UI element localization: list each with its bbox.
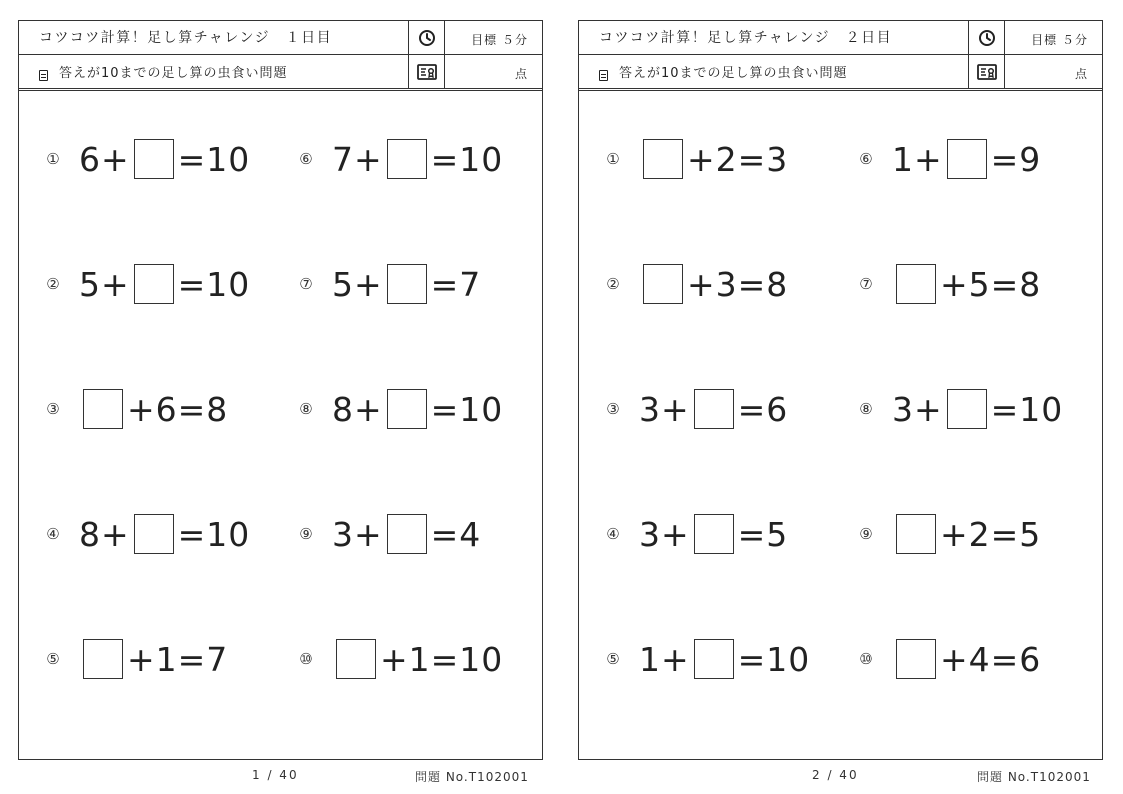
problem-number: ⑨	[299, 525, 313, 543]
problem-item	[294, 636, 503, 682]
problem-item	[41, 511, 250, 557]
equation	[892, 139, 1041, 179]
subtitle-text: 答えが10までの足し算の虫食い問題	[59, 66, 288, 81]
equation-text: +5=8	[940, 264, 1042, 304]
problem-item	[601, 261, 788, 307]
equation	[892, 264, 1041, 304]
header-row-subtitle	[19, 55, 542, 91]
equation-text: +1=10	[380, 639, 504, 679]
problem-number: ⑥	[859, 150, 873, 168]
problem-code: 問題 No.T102001	[977, 770, 1091, 784]
header-row-title	[19, 21, 542, 55]
subtitle-text: 答えが10までの足し算の虫食い問題	[619, 66, 848, 81]
equation	[79, 514, 250, 554]
problem-item	[41, 136, 250, 182]
answer-box[interactable]	[83, 639, 123, 679]
problem-item	[294, 261, 481, 307]
problem-item	[601, 136, 788, 182]
worksheet-day-1	[18, 20, 543, 760]
equation-text: 3+	[639, 514, 690, 554]
equation-text: =10	[990, 389, 1064, 429]
worksheet-title: コツコツ計算！足し算チャレンジ １日目	[19, 21, 409, 54]
equation	[332, 639, 503, 679]
equation-text: 3+	[892, 389, 943, 429]
clock-icon	[409, 21, 445, 54]
equation	[79, 639, 228, 679]
equation	[639, 264, 788, 304]
problem-number: ④	[606, 525, 620, 543]
equation-text: 8+	[332, 389, 383, 429]
answer-box[interactable]	[947, 139, 987, 179]
answer-box[interactable]	[694, 389, 734, 429]
equation	[79, 389, 228, 429]
problem-code: 問題 No.T102001	[415, 770, 529, 784]
document-icon	[599, 70, 608, 81]
equation	[79, 264, 250, 304]
answer-box[interactable]	[387, 139, 427, 179]
answer-box[interactable]	[387, 514, 427, 554]
equation-text: =10	[430, 389, 504, 429]
equation	[332, 139, 503, 179]
equation-text: =10	[177, 514, 251, 554]
problem-number: ⑤	[606, 650, 620, 668]
problem-item	[601, 386, 788, 432]
answer-box[interactable]	[694, 639, 734, 679]
equation-text: +2=3	[687, 139, 789, 179]
equation-text: =7	[430, 264, 482, 304]
equation-text: 8+	[79, 514, 130, 554]
equation-text: =10	[430, 139, 504, 179]
problem-number: ⑧	[299, 400, 313, 418]
equation-text: +6=8	[127, 389, 229, 429]
document-icon	[39, 70, 48, 81]
equation-text: +1=7	[127, 639, 229, 679]
equation	[332, 264, 481, 304]
clock-icon	[969, 21, 1005, 54]
problem-item	[854, 636, 1041, 682]
problem-item	[601, 636, 810, 682]
equation	[332, 389, 503, 429]
worksheet-day-2	[578, 20, 1103, 760]
problem-number: ①	[606, 150, 620, 168]
problem-item	[854, 386, 1063, 432]
problem-number: ①	[46, 150, 60, 168]
answer-box[interactable]	[896, 514, 936, 554]
score-field[interactable]: 点	[1074, 67, 1088, 81]
page-number: 2 / 40	[812, 768, 859, 782]
answer-box[interactable]	[896, 264, 936, 304]
equation-text: =10	[177, 139, 251, 179]
header-row-title	[579, 21, 1102, 55]
equation-text: +4=6	[940, 639, 1042, 679]
header-row-subtitle	[579, 55, 1102, 91]
equation-text: 6+	[79, 139, 130, 179]
equation-text: =5	[737, 514, 789, 554]
problem-number: ③	[606, 400, 620, 418]
equation-text: =4	[430, 514, 482, 554]
equation	[639, 389, 788, 429]
score-card-icon	[409, 55, 445, 88]
problem-item	[854, 261, 1041, 307]
problem-item	[854, 511, 1041, 557]
problem-item	[41, 261, 250, 307]
equation-text: +3=8	[687, 264, 789, 304]
answer-box[interactable]	[336, 639, 376, 679]
problem-number: ④	[46, 525, 60, 543]
equation-text: 7+	[332, 139, 383, 179]
equation	[639, 514, 788, 554]
problem-number: ⑧	[859, 400, 873, 418]
answer-box[interactable]	[387, 264, 427, 304]
problem-item	[854, 136, 1041, 182]
equation-text: 1+	[892, 139, 943, 179]
problem-number: ⑩	[299, 650, 313, 668]
equation	[332, 514, 481, 554]
page-number: 1 / 40	[252, 768, 299, 782]
problem-number: ⑦	[299, 275, 313, 293]
equation-text: 1+	[639, 639, 690, 679]
equation	[892, 389, 1063, 429]
problem-number: ⑦	[859, 275, 873, 293]
equation-text: +2=5	[940, 514, 1042, 554]
answer-box[interactable]	[896, 639, 936, 679]
problem-number: ⑥	[299, 150, 313, 168]
answer-box[interactable]	[83, 389, 123, 429]
answer-box[interactable]	[134, 264, 174, 304]
equation	[892, 514, 1041, 554]
equation-text: 5+	[332, 264, 383, 304]
answer-box[interactable]	[643, 264, 683, 304]
equation	[892, 639, 1041, 679]
problem-number: ⑤	[46, 650, 60, 668]
answer-box[interactable]	[694, 514, 734, 554]
equation-text: =10	[177, 264, 251, 304]
worksheet-title: コツコツ計算！足し算チャレンジ ２日目	[579, 21, 969, 54]
worksheet-subtitle	[579, 55, 969, 88]
equation-text: 5+	[79, 264, 130, 304]
answer-box[interactable]	[134, 139, 174, 179]
problem-number: ②	[606, 275, 620, 293]
score-card-icon	[969, 55, 1005, 88]
equation-text: 3+	[639, 389, 690, 429]
problem-item	[294, 511, 481, 557]
problem-item	[41, 386, 228, 432]
problem-number: ⑩	[859, 650, 873, 668]
problem-number: ⑨	[859, 525, 873, 543]
answer-box[interactable]	[387, 389, 427, 429]
equation	[639, 639, 810, 679]
answer-box[interactable]	[643, 139, 683, 179]
problem-item	[294, 386, 503, 432]
equation	[639, 139, 788, 179]
equation-text: =6	[737, 389, 789, 429]
equation-text: =10	[737, 639, 811, 679]
answer-box[interactable]	[134, 514, 174, 554]
worksheet-subtitle	[19, 55, 409, 88]
goal-time: 目標 ５分	[471, 33, 528, 47]
problem-item	[601, 511, 788, 557]
answer-box[interactable]	[947, 389, 987, 429]
goal-time: 目標 ５分	[1031, 33, 1088, 47]
equation-text: 3+	[332, 514, 383, 554]
problem-number: ②	[46, 275, 60, 293]
equation	[79, 139, 250, 179]
problem-item	[294, 136, 503, 182]
problem-number: ③	[46, 400, 60, 418]
score-field[interactable]: 点	[514, 67, 528, 81]
problem-item	[41, 636, 228, 682]
equation-text: =9	[990, 139, 1042, 179]
